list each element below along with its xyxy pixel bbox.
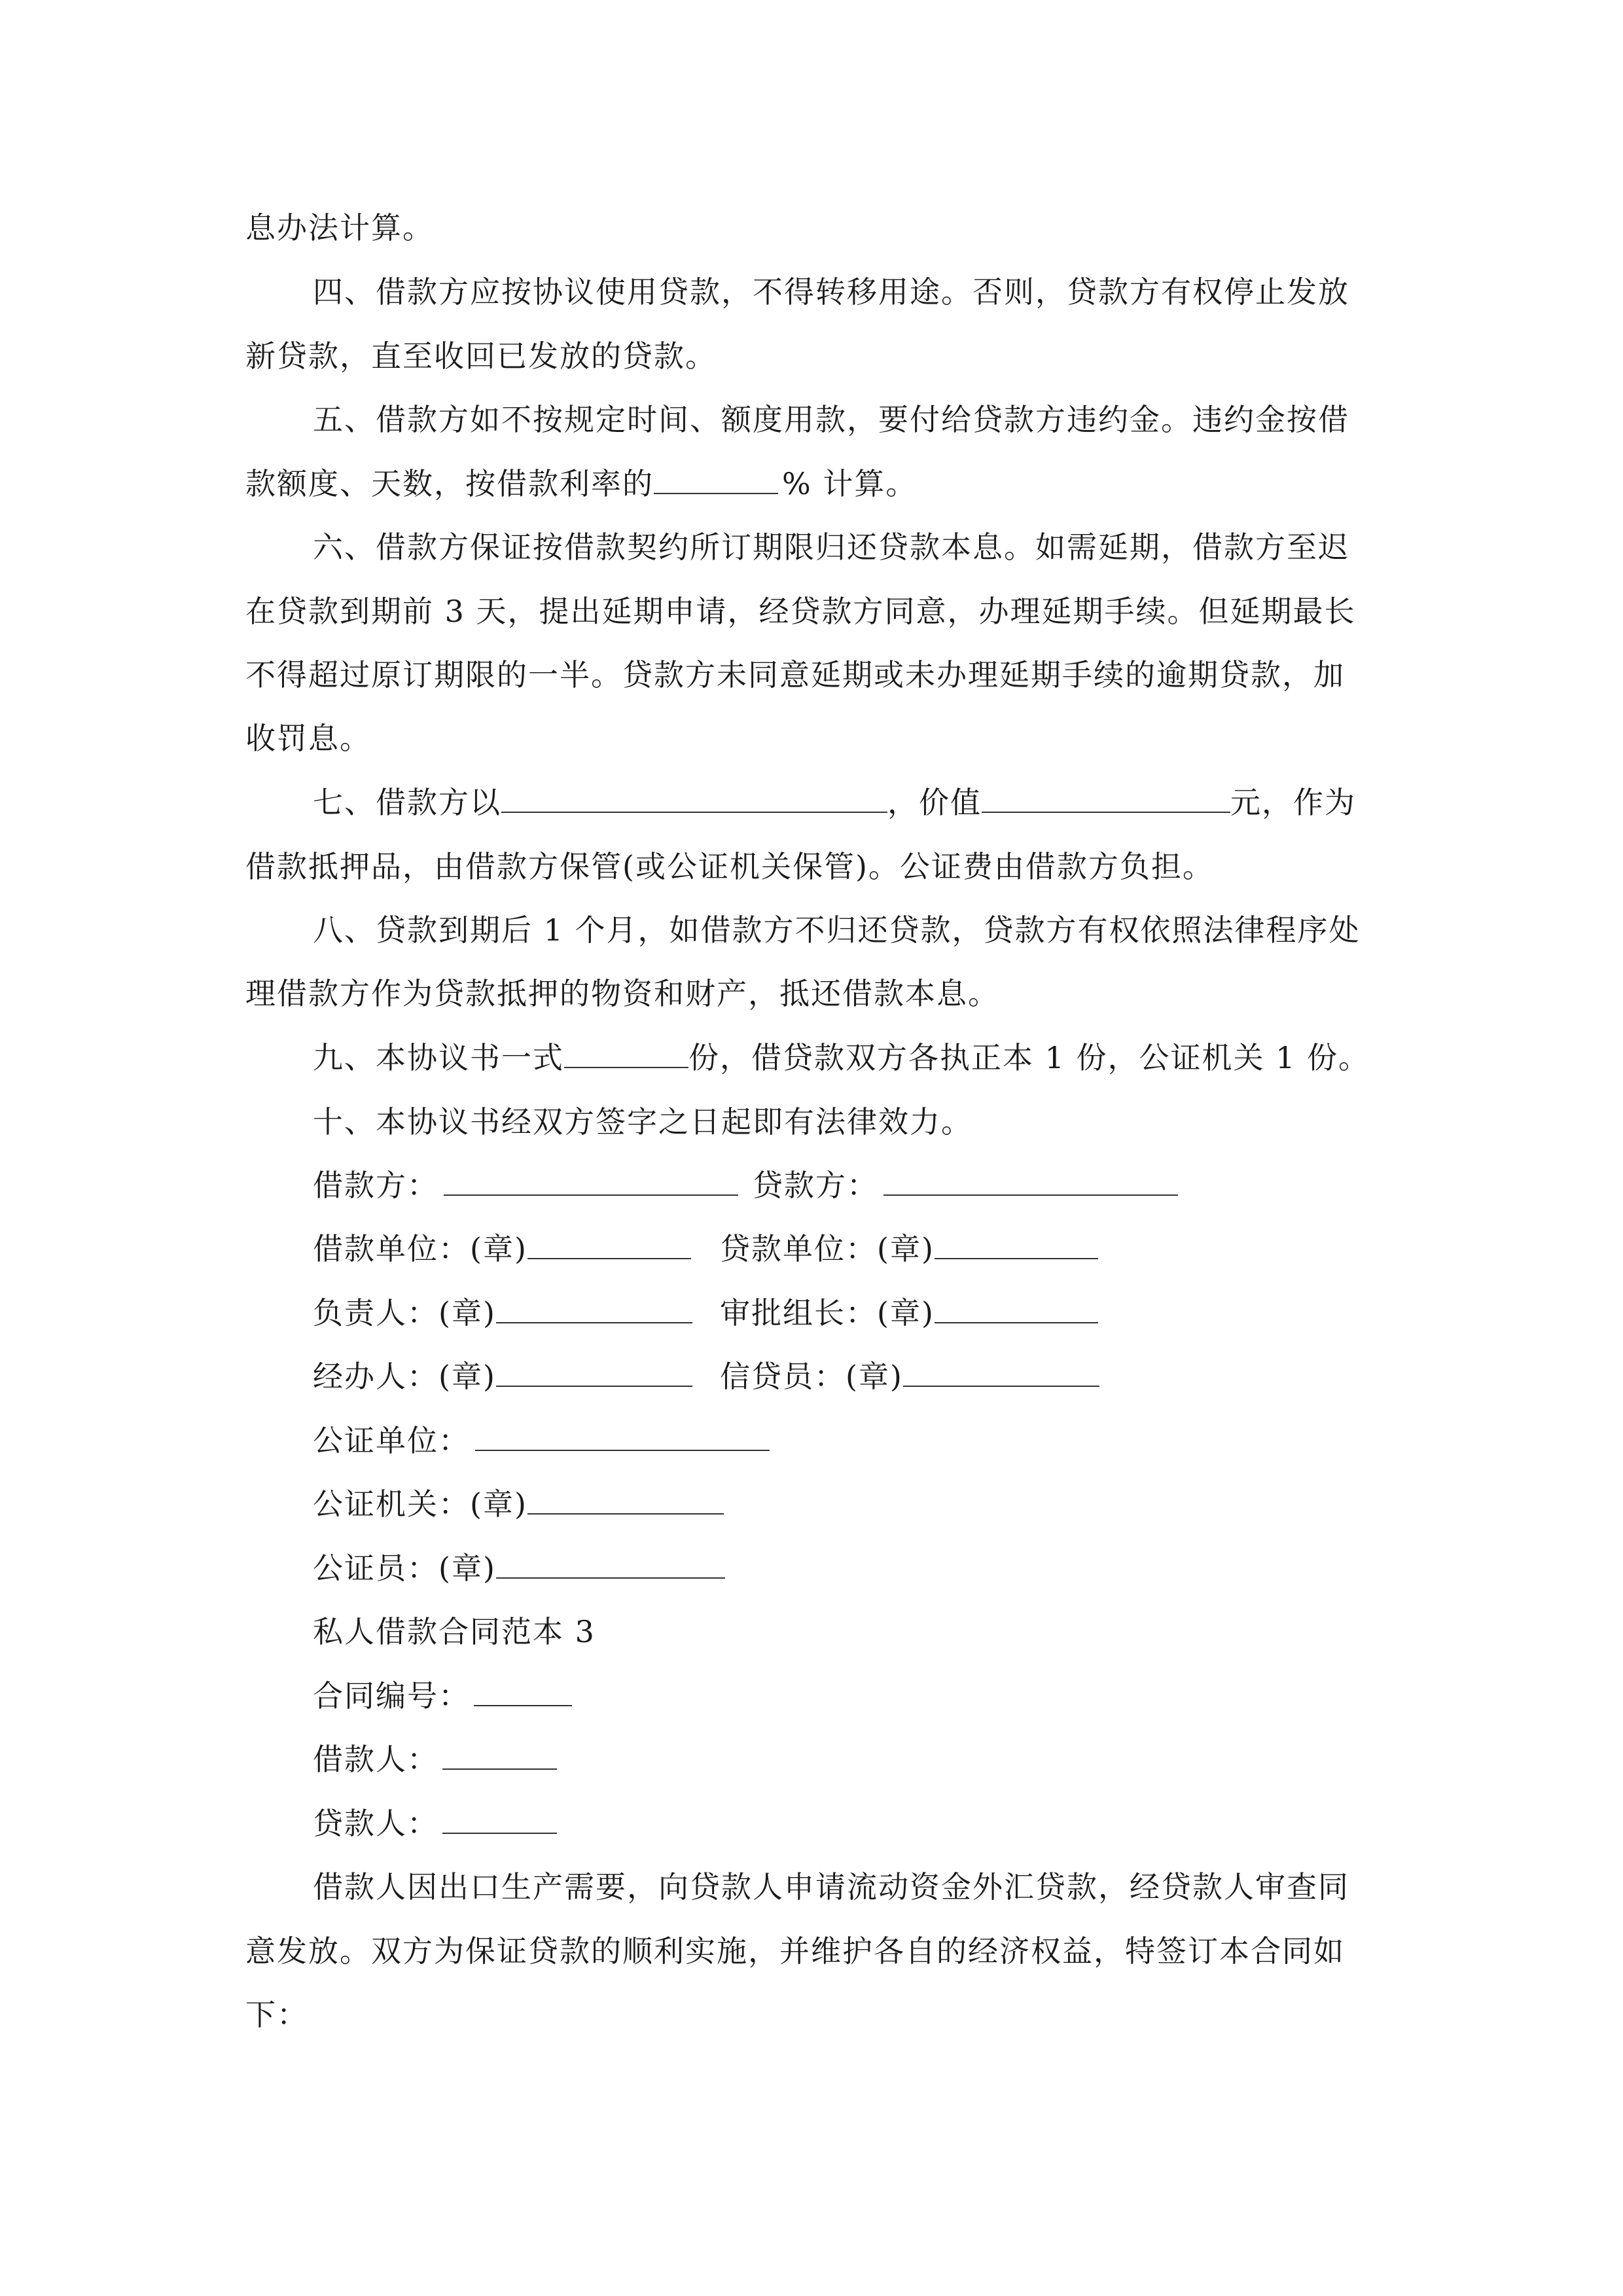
text-segment: 元，作为 bbox=[1230, 785, 1356, 820]
notary-office-line bbox=[313, 1484, 724, 1524]
text-segment: 四、借款方应按协议使用贷款，不得转移用途。否则，贷款方有权停止发放 bbox=[313, 274, 1349, 310]
lender-line bbox=[313, 1803, 557, 1844]
text-segment: 收罚息。 bbox=[245, 721, 371, 756]
notary-line bbox=[313, 1548, 725, 1588]
signature-line-parties bbox=[313, 1165, 738, 1206]
text-segment: 八、贷款到期后 1 个月，如借款方不归还贷款，贷款方有权依照法律程序处 bbox=[313, 912, 1361, 948]
clause-5-line-1 bbox=[313, 399, 1349, 440]
lender-unit-blank bbox=[935, 1229, 1098, 1259]
clause-6-line-3 bbox=[245, 655, 1345, 695]
handler-blank bbox=[496, 1357, 692, 1387]
notary-unit-blank bbox=[475, 1421, 770, 1451]
collateral-blank bbox=[501, 783, 887, 813]
borrower-person-label: 借款人： bbox=[313, 1742, 438, 1777]
clause-6-line-4 bbox=[245, 718, 371, 759]
value-blank bbox=[982, 783, 1230, 813]
notary-label: 公证员：(章) bbox=[313, 1551, 496, 1586]
responsible-blank bbox=[496, 1293, 692, 1323]
text-segment: 理借款方作为贷款抵押的物资和财产，抵还借款本息。 bbox=[245, 976, 999, 1011]
contract-number-line bbox=[313, 1676, 572, 1716]
notary-office-label: 公证机关：(章) bbox=[313, 1486, 527, 1522]
borrower-unit-label: 借款单位：(章) bbox=[313, 1231, 527, 1266]
preamble-line-2 bbox=[245, 1931, 1345, 1971]
text-segment: 份，借贷款双方各执正本 1 份，公证机关 1 份。 bbox=[688, 1040, 1370, 1075]
clause-8-line-1 bbox=[313, 910, 1361, 950]
preamble-line-3 bbox=[245, 1994, 308, 2035]
text-segment: 借款人因出口生产需要，向贷款人申请流动资金外汇贷款，经贷款人审查同 bbox=[313, 1869, 1349, 1905]
preamble-line-1 bbox=[313, 1867, 1349, 1907]
clause-5-line-2 bbox=[245, 463, 917, 504]
handler-label: 经办人：(章) bbox=[313, 1359, 496, 1394]
borrower-label: 借款方： bbox=[313, 1168, 438, 1203]
lender-person-blank bbox=[442, 1804, 557, 1834]
section-title bbox=[313, 1611, 596, 1652]
lender-field bbox=[753, 1165, 1178, 1206]
responsible-label: 负责人：(章) bbox=[313, 1295, 496, 1331]
text-segment: 私人借款合同范本 3 bbox=[313, 1614, 596, 1649]
contract-number-blank bbox=[474, 1676, 572, 1706]
text-line bbox=[245, 207, 434, 248]
text-segment: 九、本协议书一式 bbox=[313, 1040, 564, 1075]
text-segment: 新贷款，直至收回已发放的贷款。 bbox=[245, 338, 717, 374]
copies-blank bbox=[564, 1038, 688, 1068]
signature-line-agents bbox=[313, 1356, 692, 1397]
borrower-line bbox=[313, 1739, 557, 1780]
clause-4-line-1 bbox=[313, 272, 1349, 312]
notary-unit-label: 公证单位： bbox=[313, 1423, 470, 1458]
clause-10-line bbox=[313, 1102, 972, 1142]
clause-7-line-2 bbox=[245, 846, 1214, 887]
text-segment: 五、借款方如不按规定时间、额度用款，要付给贷款方违约金。违约金按借 bbox=[313, 402, 1349, 437]
signature-line-units bbox=[313, 1229, 691, 1269]
credit-officer-label: 信贷员：(章) bbox=[720, 1359, 903, 1394]
borrower-person-blank bbox=[442, 1740, 557, 1770]
lender-unit-field bbox=[720, 1229, 1098, 1269]
clause-8-line-2 bbox=[245, 973, 999, 1014]
text-segment: 十、本协议书经双方签字之日起即有法律效力。 bbox=[313, 1104, 972, 1139]
text-segment: 在贷款到期前 3 天，提出延期申请，经贷款方同意，办理延期手续。但延期最长 bbox=[245, 594, 1356, 629]
text-segment: 不得超过原订期限的一半。贷款方未同意延期或未办理延期手续的逾期贷款，加 bbox=[245, 657, 1345, 692]
credit-officer-blank bbox=[903, 1357, 1099, 1387]
text-segment: 息办法计算。 bbox=[245, 210, 434, 245]
credit-officer-field bbox=[720, 1356, 1099, 1397]
text-segment: 意发放。双方为保证贷款的顺利实施，并维护各自的经济权益，特签订本合同如 bbox=[245, 1933, 1345, 1969]
clause-6-line-1 bbox=[313, 527, 1349, 567]
lender-unit-label: 贷款单位：(章) bbox=[720, 1231, 935, 1266]
text-segment: % 计算。 bbox=[782, 466, 918, 501]
text-segment: 下： bbox=[245, 1997, 308, 2032]
clause-6-line-2 bbox=[245, 591, 1356, 632]
approver-blank bbox=[935, 1293, 1098, 1323]
signature-line-heads bbox=[313, 1293, 692, 1333]
rate-blank bbox=[654, 464, 778, 494]
clause-4-line-2 bbox=[245, 336, 717, 376]
approver-field bbox=[720, 1293, 1098, 1333]
notary-blank bbox=[496, 1549, 725, 1579]
text-segment: 借款抵押品，由借款方保管(或公证机关保管)。公证费由借款方负担。 bbox=[245, 849, 1214, 884]
borrower-blank bbox=[444, 1166, 738, 1196]
contract-number-label: 合同编号： bbox=[313, 1678, 470, 1713]
lender-label: 贷款方： bbox=[753, 1168, 878, 1203]
borrower-unit-blank bbox=[527, 1229, 691, 1259]
text-segment: 六、借款方保证按借款契约所订期限归还贷款本息。如需延期，借款方至迟 bbox=[313, 529, 1349, 565]
notary-office-blank bbox=[527, 1484, 724, 1515]
notary-unit-line bbox=[313, 1420, 770, 1461]
approver-label: 审批组长：(章) bbox=[720, 1295, 935, 1331]
text-segment: 七、借款方以 bbox=[313, 785, 501, 820]
clause-7-line-1 bbox=[313, 782, 1356, 823]
clause-9-line bbox=[313, 1037, 1370, 1078]
text-segment: 款额度、天数，按借款利率的 bbox=[245, 466, 654, 501]
text-segment: ，价值 bbox=[887, 785, 982, 820]
lender-blank bbox=[883, 1166, 1178, 1196]
lender-person-label: 贷款人： bbox=[313, 1806, 438, 1841]
